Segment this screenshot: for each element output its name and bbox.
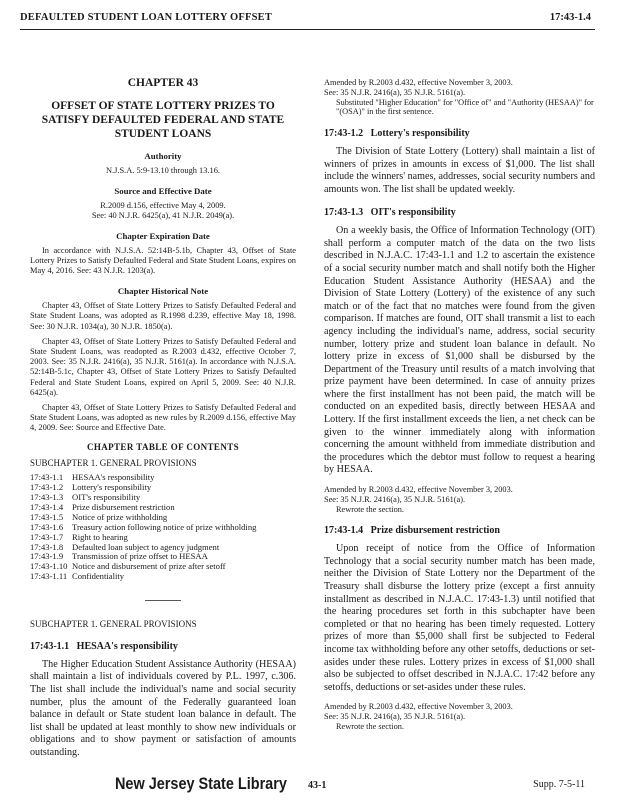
source-heading: Source and Effective Date [114, 185, 212, 196]
toc-number: 17:43-1.2 [30, 482, 64, 493]
amendment-citation: See: 35 N.J.R. 2416(a), 35 N.J.R. 5161(a). [324, 494, 466, 504]
amendment-line: Amended by R.2003 d.432, effective November 3, 2003. [324, 78, 513, 87]
section-divider [145, 600, 181, 601]
amendment-note [324, 78, 595, 117]
section-number: 17:43-1.2 [324, 128, 364, 140]
section-heading-1-3 [324, 208, 595, 219]
table-of-contents-heading: CHAPTER TABLE OF CONTENTS [86, 441, 240, 452]
section-title: Prize disbursement restriction [370, 525, 500, 537]
amendment-description: Rewrote the section. [336, 504, 404, 514]
historical-note-paragraph: Chapter 43, Offset of State Lottery Prizes to Satisfy Defaulted Federal and State Student Loans, was adopted as new rules by R.2009 d.156, effective May 4, 2009. See: Source and Effective Date. [30, 403, 296, 433]
toc-number: 17:43-1.7 [30, 531, 64, 542]
section-title: HESAA's responsibility [76, 641, 178, 652]
section-number: 17:43-1.3 [324, 207, 364, 219]
section-title: Lottery's responsibility [370, 128, 470, 140]
left-column [30, 78, 296, 760]
historical-note-heading: Chapter Historical Note [117, 286, 209, 297]
toc-title: Notice of prize withholding [72, 511, 168, 522]
section-number: 17:43-1.4 [324, 525, 364, 537]
section-body: The Higher Education Student Assistance Authority (HESAA) shall maintain a list of individuals covered by P.L. 1997, c.306. The list shall include the individual's name and social security number, plus the amount of the Federally guaranteed loan balance in default or State student loan balance in default. The list shall be updated at least monthly to show new individuals or obligations and to show payment or satisfaction of amounts outstanding. [30, 658, 296, 758]
toc-number: 17:43-1.11 [30, 571, 68, 582]
amendment-note [324, 702, 595, 731]
amendment-note [324, 485, 595, 514]
amendment-description: Substituted "Higher Education" for "Office of" and "Authority (HESAA)" for "(OSA)" in the first sentence. [336, 97, 594, 117]
right-column [324, 78, 595, 732]
authority-text: N.J.S.A. 5:9-13.10 through 13.16. [106, 165, 220, 175]
expiration-text: In accordance with N.J.S.A. 52:14B-5.1b, Chapter 43, Offset of State Lottery Prizes to Satisfy Defaulted Federal and State Student Loans, expires on May 4, 2016. See: 43 N.J.R. 1203(a). [30, 245, 296, 276]
page-number: 43-1 [308, 780, 327, 791]
toc-title: Prize disbursement restriction [72, 501, 175, 512]
section-body: On a weekly basis, the Office of Information Technology (OIT) shall perform a computer match of the data on the two lists described in N.J.A.C. 17:43-1.1 and 1.2 to ascertain the existence of a social security number match and shall notify both the Higher Education Student Assistance Authority (HESAA) and the Division of State Lottery (Lottery) of the existence of any such match or of the fact that no matches were found from the given comparison. If matches are found, OIT shall transmit a list to each agency including the individual's name, address, social security number, lottery prize and student loan balance in default. No lottery prize in excess of $1,000 shall be disbursed by the Department of the Treasury until results of a match involving that prize payment have been determined. In case of annuity prizes where the first installment has not been paid, the match will be conducted on an expedited basis, directly between HESAA and Lottery. If the first installment exceeds the lien, a net check can be given to the winner immediately along with information concerning the amount withheld from immediate distribution and the procedures which the debtor must follow to request a hearing by HESAA. [324, 225, 595, 476]
library-watermark: New Jersey State Library [115, 774, 287, 793]
historical-note-paragraph: Chapter 43, Offset of State Lottery Prizes to Satisfy Defaulted Federal and State Student Loans, was readopted as R.2003 d.432, effective October 7, 2003. See: 35 N.J.R. 2416(a), 35 N.J.R. 5161(a). In accordance with N.J.S.A. 52:14B-5.1c, Chapter 43, Offset of State Lottery Prizes to Satisfy Defaulted Federal and State Student Loans, expired on April 5, 2009. See: 40 N.J.R. 6425(a). [30, 336, 296, 397]
toc-title: Right to hearing [72, 531, 128, 542]
amendment-citation: See: 35 N.J.R. 2416(a), 35 N.J.R. 5161(a). [324, 712, 466, 722]
toc-title: HESAA's responsibility [72, 472, 155, 483]
toc-number: 17:43-1.5 [30, 511, 64, 522]
toc-title: Lottery's responsibility [72, 482, 152, 493]
amendment-citation: See: 35 N.J.R. 2416(a), 35 N.J.R. 5161(a). [324, 87, 466, 97]
source-text-2: See: 40 N.J.R. 6425(a), 41 N.J.R. 2049(a). [91, 210, 235, 220]
section-title: OIT's responsibility [370, 207, 456, 219]
subchapter-heading: SUBCHAPTER 1. GENERAL PROVISIONS [30, 619, 197, 630]
supplement-date: Supp. 7-5-11 [533, 779, 585, 790]
source-text-1: R.2009 d.156, effective May 4, 2009. [100, 200, 226, 210]
toc-number: 17:43-1.3 [30, 492, 64, 503]
subchapter-heading: SUBCHAPTER 1. GENERAL PROVISIONS [30, 458, 197, 469]
section-body: The Division of State Lottery (Lottery) shall maintain a list of winners of prizes in amounts in excess of $1,000. The list shall include the winners' names, addresses, social security numbers and amounts won. The list shall be updated weekly. [324, 145, 595, 195]
amendment-line: Amended by R.2003 d.432, effective November 3, 2003. [324, 485, 513, 495]
section-heading-1-4 [324, 526, 595, 537]
amendment-description: Rewrote the section. [336, 721, 404, 731]
section-heading-1-1 [30, 642, 296, 653]
section-body: Upon receipt of notice from the Office of Information Technology that a social security number match has been made, neither the Division of State Lottery nor the Department of the Treasury shall disburse the lottery prize (except a first annuity installment as described in N.J.A.C. 17:43-1.3) until notified that the hearing procedures set forth in this subchapter have been completed or that no hearing has been timely requested. Lottery prizes of more than $5,000 shall first be subjected to Federal income tax withholding before any other setoffs, deductions or set-asides under these rules. Lottery prizes in excess of $1,000 shall also be subjected to offset described in N.J.A.C. 17:42 before any setoffs, deductions or set-asides under these rules. [324, 543, 595, 693]
toc-number: 17:43-1.8 [30, 541, 64, 552]
chapter-title: OFFSET OF STATE LOTTERY PRIZES TO SATISFY DEFAULTED FEDERAL AND STATE STUDENT LOANS [41, 99, 285, 140]
amendment-line: Amended by R.2003 d.432, effective November 3, 2003. [324, 702, 513, 712]
chapter-number: CHAPTER 43 [127, 77, 199, 89]
header-section-number: 17:43-1.4 [549, 12, 591, 23]
toc-title: Notice and disbursement of prize after setoff [72, 561, 226, 572]
toc-number: 17:43-1.6 [30, 521, 64, 532]
section-number: 17:43-1.1 [30, 641, 70, 652]
historical-note-paragraph: Chapter 43, Offset of State Lottery Prizes to Satisfy Defaulted Federal and State Student Loans, was adopted as R.1998 d.239, effective May 18, 1998. See: 30 N.J.R. 1034(a), 30 N.J.R. 1850(a). [30, 301, 296, 331]
toc-title: Confidentiality [72, 571, 125, 582]
toc-number: 17:43-1.10 [30, 561, 68, 572]
header-rule [20, 29, 595, 30]
toc-title: Transmission of prize offset to HESAA [72, 551, 208, 562]
section-heading-1-2 [324, 129, 595, 140]
toc-number: 17:43-1.4 [30, 501, 64, 512]
toc-number: 17:43-1.1 [30, 472, 64, 483]
toc-number: 17:43-1.9 [30, 551, 64, 562]
toc-title: Treasury action following notice of prize withholding [72, 521, 257, 532]
expiration-heading: Chapter Expiration Date [116, 231, 210, 241]
toc-title: Defaulted loan subject to agency judgment [72, 541, 220, 552]
authority-heading: Authority [144, 150, 182, 161]
header-title: DEFAULTED STUDENT LOAN LOTTERY OFFSET [20, 12, 273, 23]
toc-title: OIT's responsibility [72, 492, 141, 503]
table-of-contents [30, 473, 256, 582]
toc-entry [30, 523, 256, 533]
toc-entry [30, 483, 256, 493]
toc-entry [30, 572, 256, 582]
